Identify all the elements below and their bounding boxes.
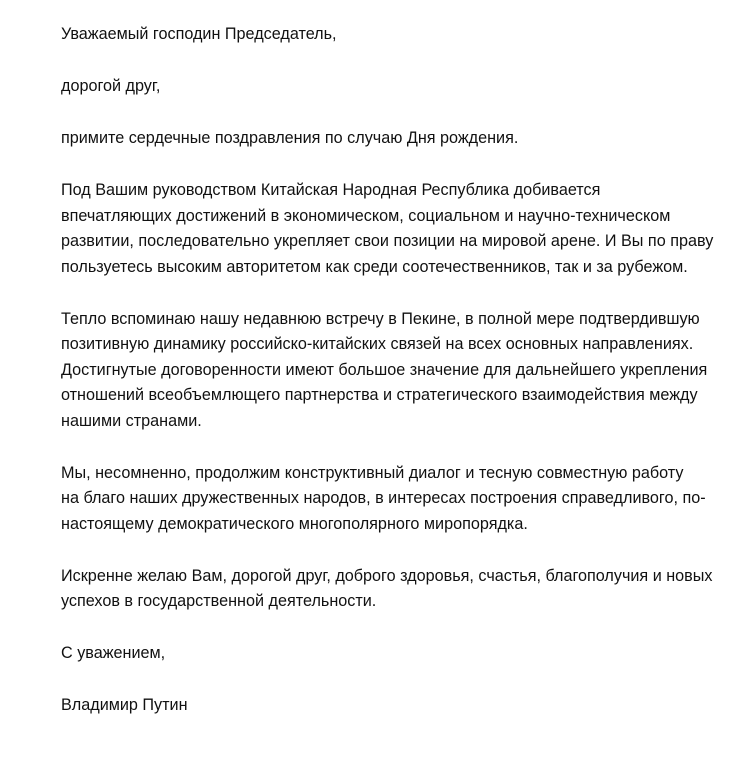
paragraph-line: настоящему демократического многополярного миропорядка. (61, 514, 528, 533)
closing-line: С уважением, (61, 644, 166, 662)
paragraph-line: успехов в государственной деятельности. (61, 592, 377, 610)
congratulations-line: примите сердечные поздравления по случаю Дня рождения. (61, 129, 519, 147)
paragraph-line: позитивную динамику российско-китайских связей на всех основных направлениях. (61, 335, 694, 353)
paragraph-gap (61, 48, 716, 75)
paragraph-beijing-meeting (61, 307, 716, 435)
paragraph-gap (61, 152, 716, 179)
signature-name: Владимир Путин (61, 696, 188, 714)
paragraph-line: пользуетесь высоким авторитетом как среди соотечественников, так и за рубежом. (61, 257, 688, 276)
paragraph-gap (61, 615, 716, 642)
paragraph-line: Достигнутые договоренности имеют большое значение для дальнейшего укрепления (61, 360, 708, 379)
paragraph-gap (61, 100, 716, 127)
paragraph-line: Искренне желаю Вам, дорогой друг, доброго здоровья, счастья, благополучия и новых (61, 566, 713, 585)
paragraph-gap (61, 434, 716, 461)
paragraph-line: нашими странами. (61, 411, 202, 430)
paragraph-line: Под Вашим руководством Китайская Народная Республика добивается (61, 181, 601, 199)
paragraph-dialogue (61, 461, 716, 538)
paragraph-gap (61, 667, 716, 694)
paragraph-line: отношений всеобъемлющего партнерства и стратегического взаимодействия между (61, 386, 698, 404)
paragraph-line: впечатляющих достижений в экономическом, социальном и научно-техническом (61, 206, 671, 225)
paragraph-achievements (61, 178, 716, 280)
paragraph-line: на благо наших дружественных народов, в интересах построения справедливого, по- (61, 489, 706, 507)
paragraph-gap (61, 280, 716, 307)
salutation-line-1: Уважаемый господин Председатель, (61, 25, 337, 43)
salutation-line-2: дорогой друг, (61, 77, 161, 95)
paragraph-line: Тепло вспоминаю нашу недавнюю встречу в Пекине, в полной мере подтвердившую (61, 309, 700, 328)
paragraph-gap (61, 537, 716, 564)
paragraph-wishes (61, 564, 716, 615)
paragraph-line: Мы, несомненно, продолжим конструктивный диалог и тесную совместную работу (61, 463, 684, 482)
paragraph-line: развитии, последовательно укрепляет свои позиции на мировой арене. И Вы по праву (61, 232, 714, 250)
